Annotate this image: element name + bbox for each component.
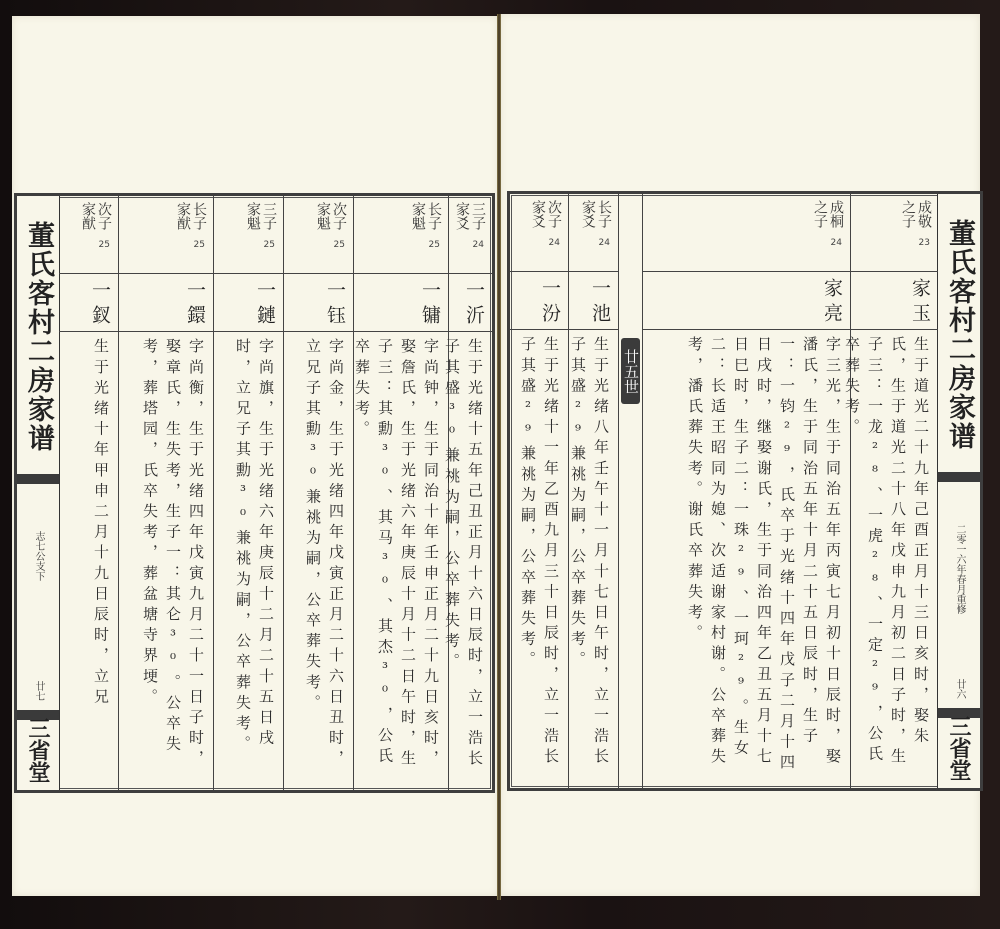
relation: 成敬之子: [900, 200, 932, 228]
generation-number: 25: [193, 240, 205, 250]
person-name: 家玉: [909, 278, 931, 328]
entry-column: [510, 194, 568, 788]
person-name: 一汾: [539, 278, 561, 328]
biography: 生于光绪八年壬午十一月十七日午时，立一浩长子其盛²⁹兼祧为嗣，公卒葬失考。: [569, 336, 610, 769]
left-page-frame: [14, 193, 495, 793]
left-columns: [59, 196, 492, 790]
person-name: 一钰: [324, 280, 346, 330]
relation: 长子家爻: [580, 200, 612, 228]
spine-hall: 三省堂: [25, 717, 51, 783]
generation-column: [618, 194, 642, 788]
biography: 字尚旗，生于光绪六年庚辰十二月二十五日戌时，立兄子其勳³⁰兼祧为嗣，公卒葬失考。: [234, 338, 275, 756]
relation: 成桐之子: [812, 200, 844, 228]
spine-band: [938, 472, 980, 482]
entry-column: [283, 196, 353, 790]
generation-number: 23: [918, 238, 930, 248]
right-page-frame: [507, 191, 983, 791]
page-number: 廿六: [954, 679, 965, 699]
right-columns: [510, 194, 938, 788]
entry-column: [642, 194, 850, 788]
left-spine: [17, 196, 60, 790]
spine-title: 董氏客村二房家谱: [944, 219, 975, 451]
person-name: 一镛: [419, 280, 441, 330]
relation: 长子家魁: [410, 202, 442, 230]
entry-column: [353, 196, 448, 790]
biography: 字三光，生于同治五年丙寅七月初十日辰时，娶潘氏，生于同治五年十月二十五日辰时，生子一：一钧²⁹，氏卒于光绪十四年戊子二月十四日戌时，继娶谢氏，生于同治四年乙丑五月十七日巳时，生子二：一珠²⁹、一珂²⁹。生女二：长适王昭同为媳、次适谢家村谢。公卒葬失考，潘氏葬失考。谢氏卒葬失考。: [686, 336, 842, 775]
spine-section: 志七公支下: [33, 531, 44, 581]
entry-column: [843, 194, 938, 788]
person-name: 一沂: [463, 280, 485, 330]
person-name: 家亮: [821, 278, 843, 328]
generation-number: 24: [830, 238, 842, 248]
relation: 次子家魁: [315, 202, 347, 230]
generation-number: 25: [428, 240, 440, 250]
relation: 三子家魁: [245, 202, 277, 230]
generation-number: 25: [263, 240, 275, 250]
biography: 生于道光二十九年己酉正月十三日亥时，娶朱氏，生于道光二十八年戊申九月初二日子时，生子三：一龙²⁸、一虎²⁸、一定²⁹，公氏卒葬失考。: [843, 336, 930, 769]
entry-column: [118, 196, 213, 790]
spine-band: [17, 474, 59, 484]
spine-hall: 三省堂: [946, 715, 972, 781]
person-name: 一池: [589, 278, 611, 328]
revision-date: 二零一六年春月重修: [954, 524, 965, 614]
page-number: 廿七: [33, 681, 44, 701]
entry-column: [59, 196, 118, 790]
relation: 长子家猷: [175, 202, 207, 230]
generation-badge: 廿五世: [621, 338, 640, 404]
person-name: 一鐶: [184, 280, 206, 330]
biography: 生于光绪十一年乙酉九月三十日辰时，立一浩长子其盛²⁹兼祧为嗣，公卒葬失考。: [519, 336, 560, 769]
spine-title: 董氏客村二房家谱: [23, 221, 54, 453]
biography: 生于光绪十年甲申二月十九日辰时，立兄: [92, 338, 110, 709]
person-name: 一釵: [89, 280, 111, 330]
entry-column: [213, 196, 283, 790]
generation-number: 24: [598, 238, 610, 248]
biography: 字尚金，生于光绪四年戊寅正月二十六日丑时，立兄子其勳³⁰兼祧为嗣，公卒葬失考。: [304, 338, 345, 771]
generation-number: 25: [98, 240, 110, 250]
relation: 三子家爻: [454, 202, 486, 230]
biography: 生于光绪十五年己丑正月十六日辰时，立一浩长子其盛³⁰兼祧为嗣，公卒葬失考。: [443, 338, 484, 771]
book-gutter: [497, 14, 501, 900]
right-spine: [937, 194, 980, 788]
generation-number: 25: [333, 240, 345, 250]
entry-column: [443, 196, 492, 790]
relation: 次子家猷: [80, 202, 112, 230]
biography: 字尚衡，生于光绪四年戊寅九月二十一日子时，娶章氏，生失考，生子一：其仑³⁰。公卒失考，葬塔园，氏卒失考，葬盆塘寺界埂。: [141, 338, 205, 771]
entry-column: [568, 194, 618, 788]
generation-number: 24: [548, 238, 560, 248]
person-name: 一鏈: [254, 280, 276, 330]
biography: 字尚钟，生于同治十年壬申正月二十九日亥时，娶詹氏，生于光绪六年庚辰十月十二日午时，生子三：其勳³⁰、其马³⁰、其杰³⁰，公氏卒葬失考。: [353, 338, 440, 771]
relation: 次子家爻: [530, 200, 562, 228]
generation-number: 24: [472, 240, 484, 250]
